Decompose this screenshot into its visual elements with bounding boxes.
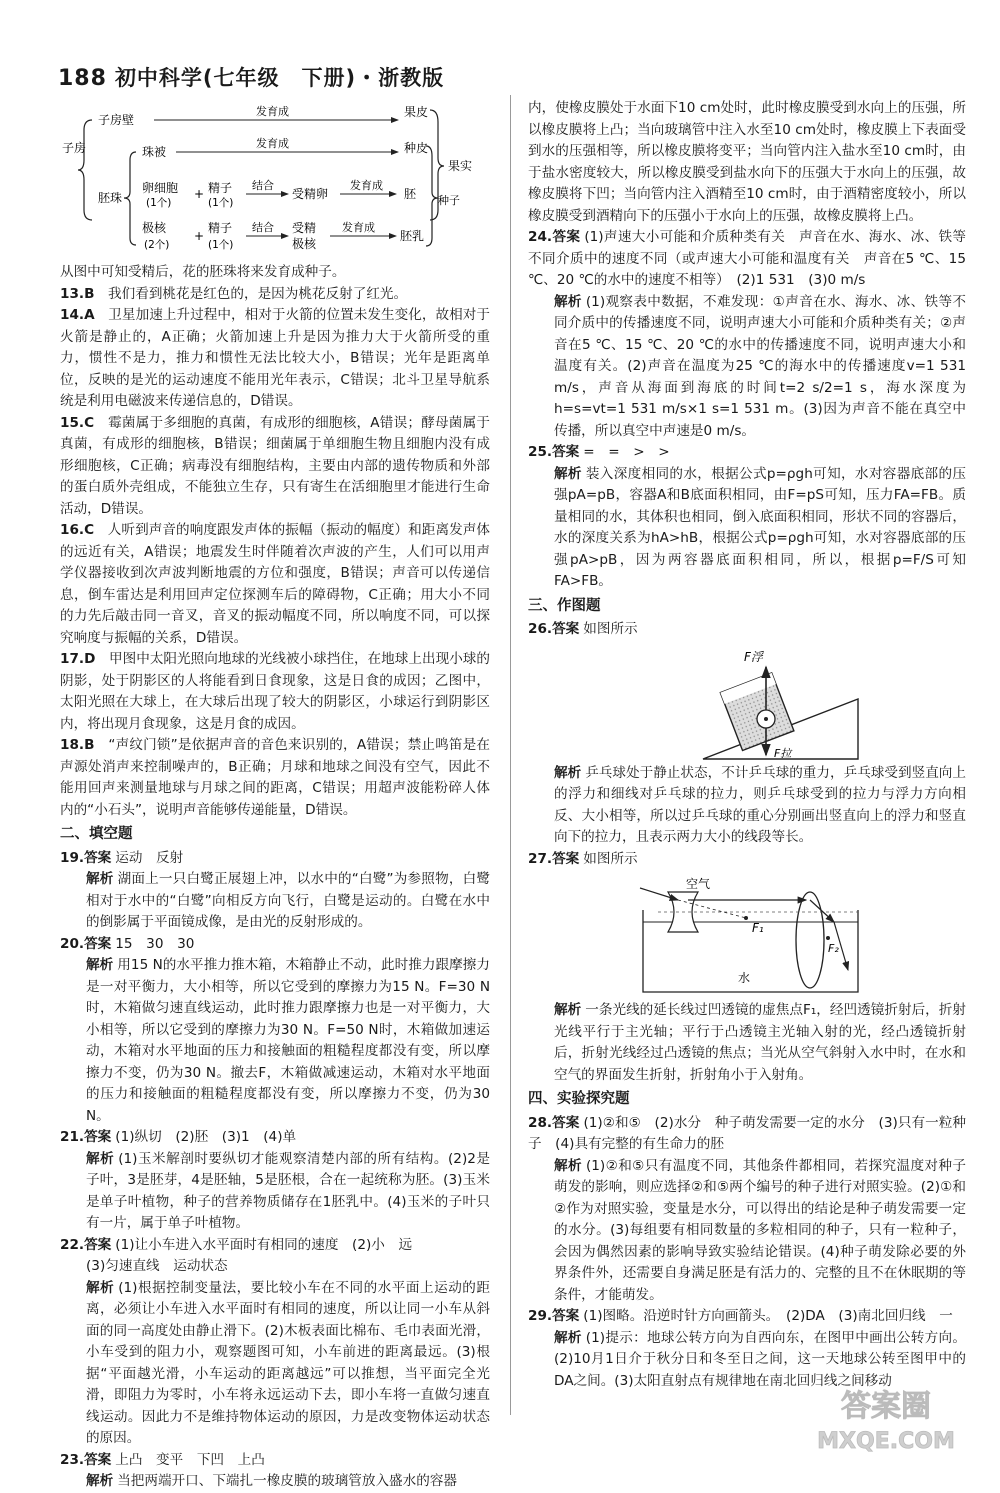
label-jingzi-1: 精子: [208, 181, 233, 195]
label-shui: 水: [738, 971, 751, 985]
q26-explanation: 解析 乒乓球处于静止状态，不计乒乓球的重力，乒乓球受到竖直向上的浮力和细线对乒乓球的拉力，则乒乓球受到的拉力与浮力方向相反、大小相等，所以过乒乓球的重心分别画出竖直向上的浮力和竖直向下的拉力，且表示两力大小的线段等长。: [554, 764, 967, 845]
q21-answer: 21.答案 (1)纵切 (2)胚 (3)1 (4)单: [60, 1129, 297, 1145]
label-f1: F₁: [752, 921, 764, 935]
q20-explanation: 解析 用15 N的水平推力推木箱，木箱静止不动，此时推力跟摩擦力是一对平衡力，大小相等，所以它受到的摩擦力为15 N。F=30 N时，木箱做匀速直线运动，此时推力跟摩擦力也是一对平衡力，大小相等，所以它受到的摩擦力为30 N。F=50 N时，木箱做加速运动，木箱对水平地面的压力和接触面的粗糙程度都没有变，所以摩擦力不变，仍为30 N。撤去F，木箱做减速运动，木箱对水平地面的压力和接触面的粗糙程度都没有变，所以摩擦力不变，仍为30 N。: [86, 957, 490, 1124]
flower-development-diagram: [60, 100, 490, 262]
plus-1: +: [194, 187, 205, 201]
q26-buoyancy-figure: [528, 641, 966, 763]
label-fayucheng-3: 发育成: [350, 179, 383, 192]
label-geshu2: (2个): [144, 239, 170, 251]
q28-answer: 28.答案 (1)②和⑤ (2)水分 种子萌发需要一定的水分 (3)只有一粒种子 (4)具有完整的有生命力的胚: [528, 1114, 967, 1152]
label-guoshi: 果实: [448, 159, 473, 173]
label-shoujingluan: 受精卵: [292, 187, 329, 201]
q15: 15.C 霉菌属于多细胞的真菌，有成形的细胞核，A错误；酵母菌属于真菌，有成形的细胞核，B错误；细菌属于单细胞生物且细胞内没有成形细胞核，C正确；病毒没有细胞结构，主要由内部的遗传物质和外部的蛋白质外壳组成，不能独立生存，只有寄生在活细胞里才能进行生命活动，D错误。: [60, 414, 490, 517]
label-f-pull: F拉: [774, 746, 792, 760]
watermark-logo: [786, 1378, 986, 1458]
q25-answer: 25.答案 = = > >: [528, 444, 670, 460]
plus-2: +: [194, 229, 205, 243]
label-zifang-1: 子房: [62, 141, 87, 155]
q23-explanation: 解析 当把两端开口、下端扎一橡皮膜的玻璃管放入盛水的容器: [86, 1473, 458, 1489]
q24-explanation: 解析 (1)观察表中数据，不难发现：①声音在水、海水、冰、铁等不同介质中的传播速度不同，说明声速大小可能和介质种类有关；②声音在5 ℃、15 ℃、20 ℃的水中的传播速度不同，说明声速大小和温度有关。(2)声音在温度为25 ℃的海水中的传播速度v=1 531 m/s，声音从海面到海底的时间t=2 s/2=1 s，海水深度为h=s=vt=1 531 m/s×1 s=1 531 m。(3)因为声音不能在真空中传播，所以真空中声速是0 m/s。: [554, 293, 966, 439]
left-column: [60, 100, 490, 1493]
book-title: 初中科学(七年级 下册)・浙教版: [114, 66, 445, 90]
beaker: [720, 672, 794, 750]
label-kongqi: 空气: [686, 877, 711, 891]
label-luanxibao: 卵细胞: [142, 181, 179, 195]
label-jiehe-1: 结合: [252, 179, 274, 192]
diagram-note: 从图中可知受精后，花的胚珠将来发育成种子。: [60, 264, 346, 280]
q20-answer: 20.答案 15 30 30: [60, 935, 195, 952]
q18: 18.B “声纹门锁”是依据声音的音色来识别的，A错误；禁止鸣笛是在声源处消声来控制噪声的，B正确；月球和地球之间没有空气，因此不能用回声来测量地球与月球之间的距离，C错误；用超声波能粉碎人体内的“小石头”，说明声音能够传递能量，D错误。: [60, 737, 490, 818]
section-experiment: 四、实验探究题: [528, 1091, 630, 1107]
label-pei: 胚: [404, 187, 417, 201]
label-peiru: 胚乳: [400, 229, 425, 243]
q14: 14.A 卫星加速上升过程中，相对于火箭的位置未发生变化，故相对于火箭是静止的，A正确；火箭加速上升是因为推力大于火箭所受的重力，惯性不是力，推力和惯性无法比较大小，B错误；光年是距离单位，反映的是光的运动速度不能用光年表示，C错误；北斗卫星导航系统是利用电磁波来传递信息的，D错误。: [60, 307, 491, 409]
label-f2: F₂: [828, 942, 839, 955]
page-header: [58, 62, 444, 92]
label-geshu1c: (1个): [208, 239, 234, 251]
q25-explanation: 解析 装入深度相同的水，根据公式p=ρgh可知，水对容器底部的压强pA=pB，容器A和B底面积相同，由F=pS可知，压力FA=FB。质量相同的水，其体积也相同，倒入底面积相同，形状不同的容器后，水的深度关系为hA>hB，根据公式p=ρgh可知，水对容器底部的压强pA>pB，因为两容器底面积相同，所以，根据p=F/S可知FA>FB。: [554, 465, 967, 589]
q27-answer: 27.答案 如图所示: [528, 850, 638, 867]
label-geshu1b: (1个): [208, 197, 234, 209]
label-jihe-2: 极核: [292, 237, 317, 251]
q16: 16.C 人听到声音的响度跟发声体的振幅（振动的幅度）和距离发声体的远近有关，A错误；地震发生时伴随着次声波的产生，人们可以用声学仪器接收到次声波判断地震的方位和强度，B错误；声音可以传递信息，倒车雷达是利用回声定位探测车后的障碍物，C正确；用大小不同的力先后敲击同一音叉，音叉的振动幅度不同，所以响度不同，可以探究响度与振幅的关系，D错误。: [60, 522, 491, 646]
label-jihe: 极核: [142, 221, 167, 235]
label-guopi: 果皮: [404, 105, 429, 119]
section-fill-blank: 二、填空题: [60, 826, 133, 842]
brace-zifang: [78, 120, 92, 220]
right-column: [528, 98, 966, 1392]
q19-answer: 19.答案 运动 反射: [60, 849, 184, 866]
q28-explanation: 解析 (1)②和⑤只有温度不同，其他条件都相同，若探究温度对种子萌发的影响，则应选择②和⑤两个编号的种子进行对照实验。(2)①和②作为对照实验，变量是水分，可以得出的结论是种子萌发需要一定的水分。(3)每组要有相同数量的多粒相同的种子，只有一粒种子，会因为偶然因素的影响导致实验结论错误。(4)种子萌发除必要的外界条件外，还需要自身满足胚是有活力的、完整的且不在休眠期的等条件，才能萌发。: [554, 1157, 966, 1303]
q26-answer: 26.答案 如图所示: [528, 621, 638, 637]
q22-answer: 22.答案 (1)让小车进入水平面时有相同的速度 (2)小 远: [60, 1236, 413, 1253]
label-jingzi-2: 精子: [208, 221, 233, 235]
q22-explanation: 解析 (1)根据控制变量法，要比较小车在不同的水平面上运动的距离，必须让小车进入水平面时有相同的速度，所以让同一小车从斜面的同一高度处由静止滑下。(2)木板表面比棉布、毛巾表面光滑，小车受到的阻力小，观察题图可知，小车前进的距离最远。(3)根据“平面越光滑，小车运动的距离越远”可以推想，当平面完全光滑，即阻力为零时，小车将永远运动下去，即小车将一直做匀速直线运动。因此力不是维持物体运动的原因，力是改变物体运动状态的原因。: [86, 1279, 490, 1446]
watermark-url: MXQE.COM: [817, 1429, 955, 1454]
q13: 13.B 我们看到桃花是红色的，是因为桃花反射了红光。: [60, 285, 408, 302]
page-number: 188: [58, 66, 107, 91]
q17: 17.D 甲图中太阳光照向地球的光线被小球挡住，在地球上出现小球的阴影，处于阴影区的人将能看到日食现象，这是日食的成因；乙图中，太阳光照在大球上，在大球后出现了较大的阴影区，小球运行到阴影区内，将出现月食现象，这是月食的成因。: [60, 651, 491, 732]
label-zhongzi: 种子: [438, 194, 460, 207]
label-jiehe-2: 结合: [252, 221, 274, 234]
q23-continued: 内，使橡皮膜处于水面下10 cm处时，此时橡皮膜受到水向上的压强，所以橡皮膜将上凸；当向玻璃管中注入水至10 cm处时，橡皮膜上下表面受到水的压强相等，所以橡皮膜将变平；当向管内注入盐水至10 cm时，由于盐水密度较大，所以橡皮膜受到盐水向下的压强大于水向上的压强，故橡皮膜将下凹；当向管内注入酒精至10 cm时，由于酒精密度较小，所以橡皮膜受到酒精向下的压强小于水向上的压强，故橡皮膜将上凸。: [528, 100, 966, 224]
q27-explanation: 解析 一条光线的延长线过凹透镜的虚焦点F₁，经凹透镜折射后，折射光线平行于主光轴；平行于凸透镜主光轴入射的光，经凸透镜折射后，折射光线经过凸透镜的焦点；当光从空气斜射入水中时，在水和空气的界面发生折射，折射角小于入射角。: [554, 1002, 966, 1083]
q22-answer-2: (3)匀速直线 运动状态: [86, 1258, 228, 1274]
label-geshu1: (1个): [146, 197, 172, 209]
q29-explanation: 解析 (1)提示：地球公转方向为自西向东，在图甲中画出公转方向。(2)10月1日介于秋分日和冬至日之间，这一天地球公转至图甲中的DA之间。(3)太阳直射点有规律地在南北回归线之间移动: [554, 1329, 967, 1389]
q23-answer: 23.答案 上凸 变平 下凹 上凸: [60, 1451, 265, 1468]
column-divider: [510, 95, 511, 1415]
label-fayucheng-2: 发育成: [256, 137, 289, 150]
label-zhongpi: 种皮: [404, 141, 429, 155]
convex-lens: [796, 892, 824, 988]
label-f-float: F浮: [744, 649, 763, 664]
label-zhubei: 珠被: [142, 145, 167, 159]
label-fayucheng-1: 发育成: [256, 105, 289, 118]
label-fayucheng-4: 发育成: [342, 221, 375, 234]
label-peizhu: 胚珠: [98, 191, 123, 205]
q27-lens-figure: [528, 870, 966, 1000]
q21-explanation: 解析 (1)玉米解剖时要纵切才能观察清楚内部的所有结构。(2)2是子叶，3是胚芽，4是胚轴，5是胚根，合在一起统称为胚。(3)玉米是单子叶植物，种子的营养物质储存在1胚乳中。(4)玉米的子叶只有一片，属于单子叶植物。: [86, 1150, 490, 1231]
watermark-text: 答案圈: [841, 1389, 931, 1424]
q24-answer: 24.答案 (1)声速大小可能和介质种类有关 声音在水、海水、冰、铁等不同介质中的速度不同（或声速大小可能和温度有关 声音在5 ℃、15 ℃、20 ℃的水中的速度不相等） (2)1 531 (3)0 m/s: [528, 229, 966, 288]
label-shoujing: 受精: [292, 221, 317, 235]
q19-explanation: 解析 湖面上一只白鹭正展翅上冲，以水中的“白鹭”为参照物，白鹭相对于水中的“白鹭”向相反方向飞行，白鹭是运动的。白鹭在水中的倒影属于平面镜成像，是由光的反射形成的。: [86, 871, 490, 930]
q29-answer: 29.答案 (1)图略。沿逆时针方向画箭头。 (2)DA (3)南北回归线 一: [528, 1308, 953, 1324]
label-zifangbi: 子房壁: [98, 113, 135, 127]
section-drawing: 三、作图题: [528, 597, 601, 614]
